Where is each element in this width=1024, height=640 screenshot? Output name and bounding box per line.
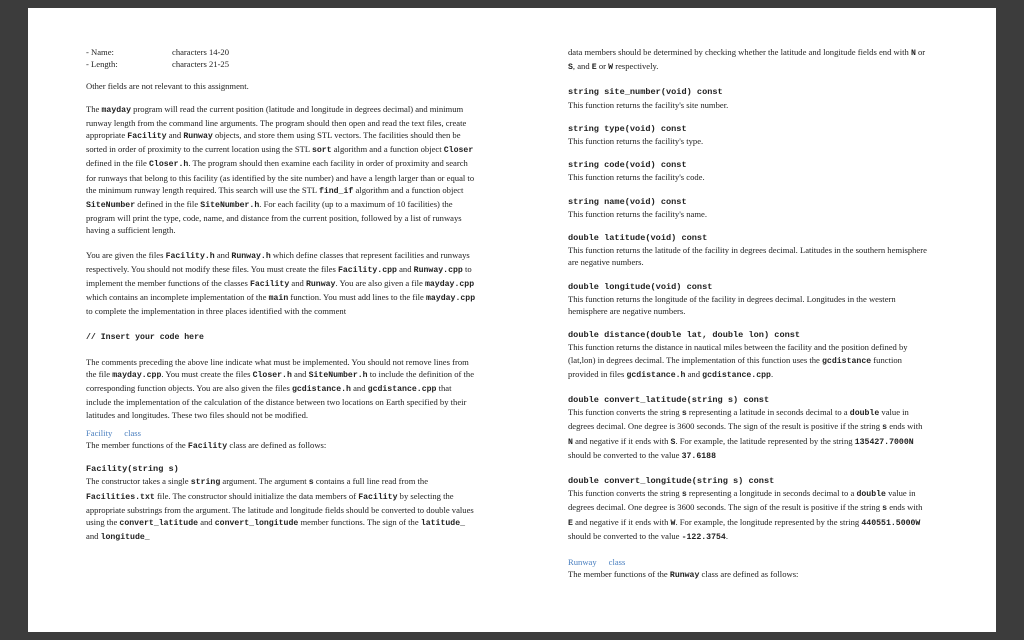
comments-paragraph — [86, 356, 478, 421]
convert-latitude-signature: double convert_latitude(string s) const — [568, 395, 770, 406]
text-run: and — [685, 368, 703, 379]
inline-code: Facility — [187, 442, 228, 452]
longitude-signature: double longitude(void) const — [568, 281, 713, 292]
text-run: file. The constructor should initialize the data members of — [154, 490, 359, 501]
type-description: This function returns the facility's type. — [568, 136, 704, 147]
text-run: The — [86, 103, 102, 114]
text-run: to implement the member functions of the classes — [86, 263, 472, 289]
inline-code: convert_longitude — [214, 519, 299, 529]
inline-code: main — [268, 294, 289, 304]
inline-code: E — [568, 518, 573, 528]
inline-code: s — [882, 504, 888, 514]
text-run: data members should be determined by checking whether the latitude and longitude fields end with — [568, 47, 911, 57]
inline-code: SiteNumber — [86, 201, 136, 211]
document-page — [28, 8, 996, 632]
text-run: . You must create the files — [161, 369, 253, 380]
inline-code: gcdistance.h — [626, 370, 686, 380]
inline-code: Facilities.txt — [86, 492, 155, 502]
text-run: that include the implementation of the calculation of the distance between two locations on Earth specified by their latitudes and longitudes. These two files should not be modified. — [86, 383, 467, 420]
text-run: algorithm and a function object — [331, 144, 444, 155]
text-run: . The program should then examine each facility in order of proximity and search for runways that belong to this facility (as identified by the site number) and have a length larger than or equal to the minimum runway length required. This search will use the STL — [86, 158, 475, 195]
runway-class-heading: Runway class — [568, 557, 626, 568]
field-key: - Length: — [86, 59, 118, 70]
inline-code: Runway.h — [231, 251, 271, 261]
text-run: This function converts the string — [568, 488, 682, 499]
inline-code: mayday.cpp — [424, 280, 475, 290]
text-run: argument. The argument — [220, 476, 309, 487]
text-run: and negative if it ends with — [572, 516, 671, 527]
inline-code: s — [882, 423, 888, 433]
field-row — [86, 58, 478, 70]
inline-code: mayday — [101, 105, 131, 115]
inline-code: Facility — [358, 492, 398, 502]
text-run: This function returns the distance in nautical miles between the facility and the position defined by (lat,lon) in degrees decimal. The implementation of this function uses the — [568, 342, 908, 365]
text-run: defined in the file — [86, 158, 149, 169]
given-files-paragraph — [86, 249, 478, 318]
code-description: This function returns the facility's code. — [568, 172, 705, 183]
text-run: The member functions of the — [86, 440, 188, 451]
insert-code-comment: // Insert your code here — [86, 332, 204, 342]
text-run: value in degrees decimal. One degree is 3600 seconds. The sign of the result is positive if the string — [568, 407, 909, 432]
text-run: ends with — [887, 421, 923, 432]
text-run: and — [289, 278, 306, 289]
inline-code: gcdistance.h — [291, 385, 351, 395]
inline-code: double — [849, 409, 880, 419]
inline-code: mayday.cpp — [112, 371, 162, 381]
inline-code: 135427.7000N — [854, 437, 914, 447]
inline-code: string — [190, 478, 221, 488]
inline-code: S — [670, 437, 676, 447]
latitude-signature: double latitude(void) const — [568, 233, 708, 244]
text-run: and negative if it ends with — [572, 435, 671, 446]
inline-code: s — [681, 409, 687, 419]
text-run: and — [86, 531, 101, 542]
text-run: function provided in files — [568, 354, 902, 379]
text-run: and — [166, 130, 184, 141]
field-value: characters 21-25 — [172, 59, 230, 70]
text-run: or — [596, 61, 609, 72]
inline-code: s — [681, 490, 687, 500]
inline-code: Closer.h — [149, 160, 189, 170]
facility-intro — [86, 439, 478, 453]
field-row — [86, 46, 478, 58]
text-run: and — [350, 383, 368, 394]
convert-latitude-description — [568, 406, 928, 463]
latitude-description: This function returns the latitude of the facility in degrees decimal. Latitudes in the southern hemisphere are negative numbers. — [568, 245, 927, 268]
longitude-description: This function returns the longitude of the facility in degrees decimal. Longitudes in the western hemisphere are negative numbers. — [568, 293, 896, 317]
field-key: - Name: — [86, 47, 114, 57]
inline-code: Runway — [305, 280, 336, 290]
fields-list — [86, 46, 478, 70]
left-column — [86, 46, 478, 545]
text-run: program will read the current position (latitude and longitude in degrees decimal) and minimum runway length from the command line arguments. The program should then open and read the text files, create appropriate — [86, 103, 467, 141]
text-run: The member functions of the — [568, 569, 670, 580]
other-fields-note: Other fields are not relevant to this assignment. — [86, 81, 249, 92]
text-run: . — [770, 368, 774, 379]
text-run: and — [198, 517, 215, 528]
inline-code: Facility.cpp — [337, 265, 397, 275]
text-run: which contains an incomplete implementation of the — [86, 292, 269, 303]
text-run: You are given the files — [86, 249, 166, 260]
inline-code: S — [568, 63, 573, 73]
inline-code: latitude_ — [420, 519, 466, 529]
inline-code: SiteNumber.h — [200, 201, 260, 211]
text-run: respectively. — [613, 61, 659, 72]
text-run: class are defined as follows: — [227, 440, 327, 451]
text-run: objects, and store them using STL vectors. The facilities should then be sorted in order of proximity to the current location using the STL — [86, 130, 461, 155]
inline-code: 37.6188 — [681, 451, 717, 461]
text-run: . For example, the latitude represented by the string — [675, 435, 855, 446]
inline-code: 440551.5000W — [861, 518, 921, 528]
right-column — [568, 46, 928, 583]
inline-code: convert_latitude — [119, 519, 199, 529]
inline-code: find_if — [318, 186, 354, 196]
text-run: should be converted to the value — [568, 530, 682, 541]
inline-code: longitude_ — [100, 533, 150, 543]
inline-code: Closer.h — [252, 371, 292, 381]
text-run: and — [291, 369, 309, 380]
text-run: and — [214, 249, 232, 260]
inline-code: Runway — [183, 132, 213, 142]
text-run: representing a longitude in seconds decimal to a — [686, 488, 857, 499]
convert-longitude-signature: double convert_longitude(string s) const — [568, 476, 775, 487]
inline-code: gcdistance.cpp — [702, 370, 771, 380]
inline-code: s — [308, 478, 314, 488]
constructor-signature: Facility(string s) — [86, 464, 179, 475]
distance-signature: double distance(double lat, double lon) const — [568, 330, 801, 341]
inline-code: Closer — [443, 146, 474, 156]
distance-description — [568, 341, 928, 382]
inline-code: N — [568, 437, 573, 447]
text-run: . For each facility (up to a maximum of 10 facilities) the program will print the type, code, name, and distance from the current position, followed by a list of runways having a sufficient length. — [86, 199, 462, 236]
inline-code: W — [670, 518, 676, 528]
text-run: which define classes that represent facilities and runways respectively. You should not modify these files. You must create the files — [86, 249, 470, 274]
text-run: and — [396, 263, 414, 274]
data-members-continuation — [568, 46, 928, 74]
inline-code: double — [856, 490, 886, 500]
text-run: or — [915, 47, 926, 57]
text-run: to include the definition of the corresponding function objects. You are also given the files — [86, 369, 475, 394]
text-run: This function converts the string — [568, 407, 682, 418]
text-run: defined in the file — [135, 199, 201, 210]
inline-code: Facility — [127, 132, 167, 142]
inline-code: SiteNumber.h — [308, 371, 368, 381]
field-value: characters 14-20 — [172, 47, 230, 57]
text-run: contains a full line read from the — [313, 476, 429, 487]
text-run: . You are also given a file — [335, 278, 425, 289]
inline-code: gcdistance.cpp — [367, 385, 437, 395]
code-signature: string code(void) const — [568, 160, 687, 171]
site-number-description: This function returns the facility's site number. — [568, 99, 729, 110]
text-run: by selecting the appropriate substrings from the argument. The latitude and longitude fields should be converted to double values using the — [86, 490, 474, 528]
text-run: class are defined as follows: — [699, 569, 799, 580]
text-run: algorithm and a function object — [353, 184, 464, 195]
inline-code: Facility — [249, 280, 290, 290]
inline-code: -122.3754 — [681, 532, 726, 542]
text-run: The constructor takes a single — [86, 476, 191, 487]
runway-intro — [568, 568, 928, 582]
type-signature: string type(void) const — [568, 123, 687, 134]
site-number-signature: string site_number(void) const — [568, 87, 723, 98]
name-signature: string name(void) const — [568, 196, 687, 207]
text-run: ends with — [887, 502, 923, 513]
inline-code: W — [608, 63, 614, 73]
inline-code: sort — [311, 146, 332, 156]
inline-code: mayday.cpp — [425, 294, 476, 304]
constructor-description — [86, 475, 478, 544]
text-run: should be converted to the value — [568, 449, 682, 460]
text-run: member functions. The sign of the — [298, 517, 421, 528]
text-run: representing a latitude in seconds decimal to a — [686, 407, 850, 418]
text-run: . — [725, 530, 728, 541]
text-run: value in degrees decimal. One degree is 3600 seconds. The sign of the result is positive if the string — [568, 488, 916, 513]
inline-code: Facility.h — [165, 251, 215, 261]
name-description: This function returns the facility's name. — [568, 208, 708, 219]
text-run: . For example, the longitude represented by the string — [675, 516, 862, 527]
inline-code: E — [591, 63, 597, 73]
facility-class-heading: Facility class — [86, 427, 141, 438]
convert-longitude-description — [568, 487, 928, 544]
inline-code: Runway.cpp — [413, 265, 463, 275]
inline-code: Runway — [669, 571, 700, 581]
text-run: function. You must add lines to the file — [288, 292, 426, 303]
text-run: to complete the implementation in three places identified with the comment — [86, 306, 347, 317]
inline-code: N — [910, 49, 916, 58]
program-description-paragraph — [86, 103, 478, 237]
inline-code: gcdistance — [822, 356, 872, 366]
text-run: The comments preceding the above line indicate what must be implemented. You should not remove lines from the file — [86, 356, 469, 380]
text-run: , and — [572, 61, 592, 72]
